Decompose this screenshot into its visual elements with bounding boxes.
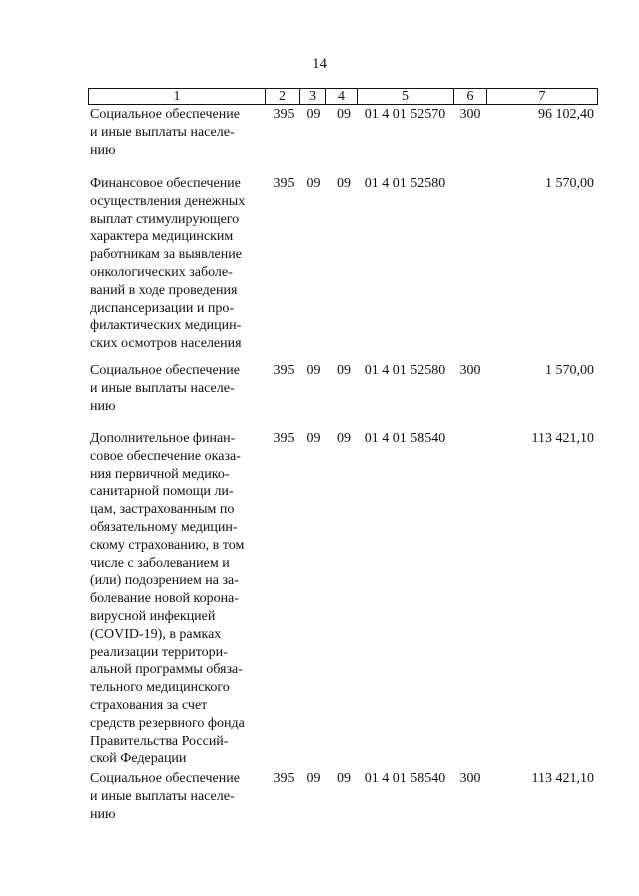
row-expense-type: 300 <box>459 363 481 378</box>
table-header <box>88 88 598 105</box>
row-name: Социальное обеспечение и иные выплаты населе- нию <box>90 107 240 158</box>
row-amount: 113 421,10 <box>531 771 594 786</box>
row-amount: 96 102,40 <box>538 107 594 122</box>
row-section: 09 <box>306 107 321 122</box>
header-cell-3: 3 <box>299 89 325 104</box>
row-target-item: 01 4 01 58540 <box>364 431 446 446</box>
header-cell-4: 4 <box>325 89 357 104</box>
header-cell-7: 7 <box>486 89 598 104</box>
row-expense-type: 300 <box>459 107 481 122</box>
row-section: 09 <box>306 431 321 446</box>
row-admin-code: 395 <box>273 431 295 446</box>
row-name: Социальное обеспечение и иные выплаты населе- нию <box>90 771 240 822</box>
row-name: Социальное обеспечение и иные выплаты населе- нию <box>90 363 240 414</box>
row-target-item: 01 4 01 52580 <box>364 363 446 378</box>
row-section: 09 <box>306 176 321 191</box>
row-name: Финансовое обеспечение осуществления денежных выплат стимулирующего характера медицинским работникам за выявление онкологических заболе- ваний в ходе проведения диспансеризации и про- филактических медицин- ских осмотров населения <box>90 176 246 352</box>
row-target-item: 01 4 01 52570 <box>364 107 446 122</box>
header-cell-5: 5 <box>357 89 453 104</box>
row-expense-type: 300 <box>459 771 481 786</box>
header-cell-2: 2 <box>265 89 299 104</box>
page-number: 14 <box>312 56 327 72</box>
row-subsection: 09 <box>337 107 351 122</box>
row-subsection: 09 <box>337 363 351 378</box>
row-subsection: 09 <box>337 771 351 786</box>
row-admin-code: 395 <box>273 363 295 378</box>
row-target-item: 01 4 01 52580 <box>364 176 446 191</box>
row-section: 09 <box>306 363 321 378</box>
row-admin-code: 395 <box>273 771 295 786</box>
row-amount: 1 570,00 <box>545 363 594 378</box>
row-admin-code: 395 <box>273 107 295 122</box>
row-target-item: 01 4 01 58540 <box>364 771 446 786</box>
header-cell-1: 1 <box>88 89 265 104</box>
row-section: 09 <box>306 771 321 786</box>
row-subsection: 09 <box>337 431 351 446</box>
row-amount: 113 421,10 <box>531 431 594 446</box>
row-name: Дополнительное финан- совое обеспечение оказа- ния первичной медико- санитарной помощи ли- цам, застрахованным по обязательному медицин- скому страхованию, в том числе с заболеванием и (или) подозрением на за- болевание новой корона- вирусной инфекцией (COVID-19), в рамках реализации территори- альной программы обяза- тельного медицинского страхования за счет средств резервного фонда Правительства Россий- ской Федерации <box>90 431 245 767</box>
row-admin-code: 395 <box>273 176 295 191</box>
header-cell-6: 6 <box>453 89 486 104</box>
row-subsection: 09 <box>337 176 351 191</box>
row-amount: 1 570,00 <box>545 176 594 191</box>
